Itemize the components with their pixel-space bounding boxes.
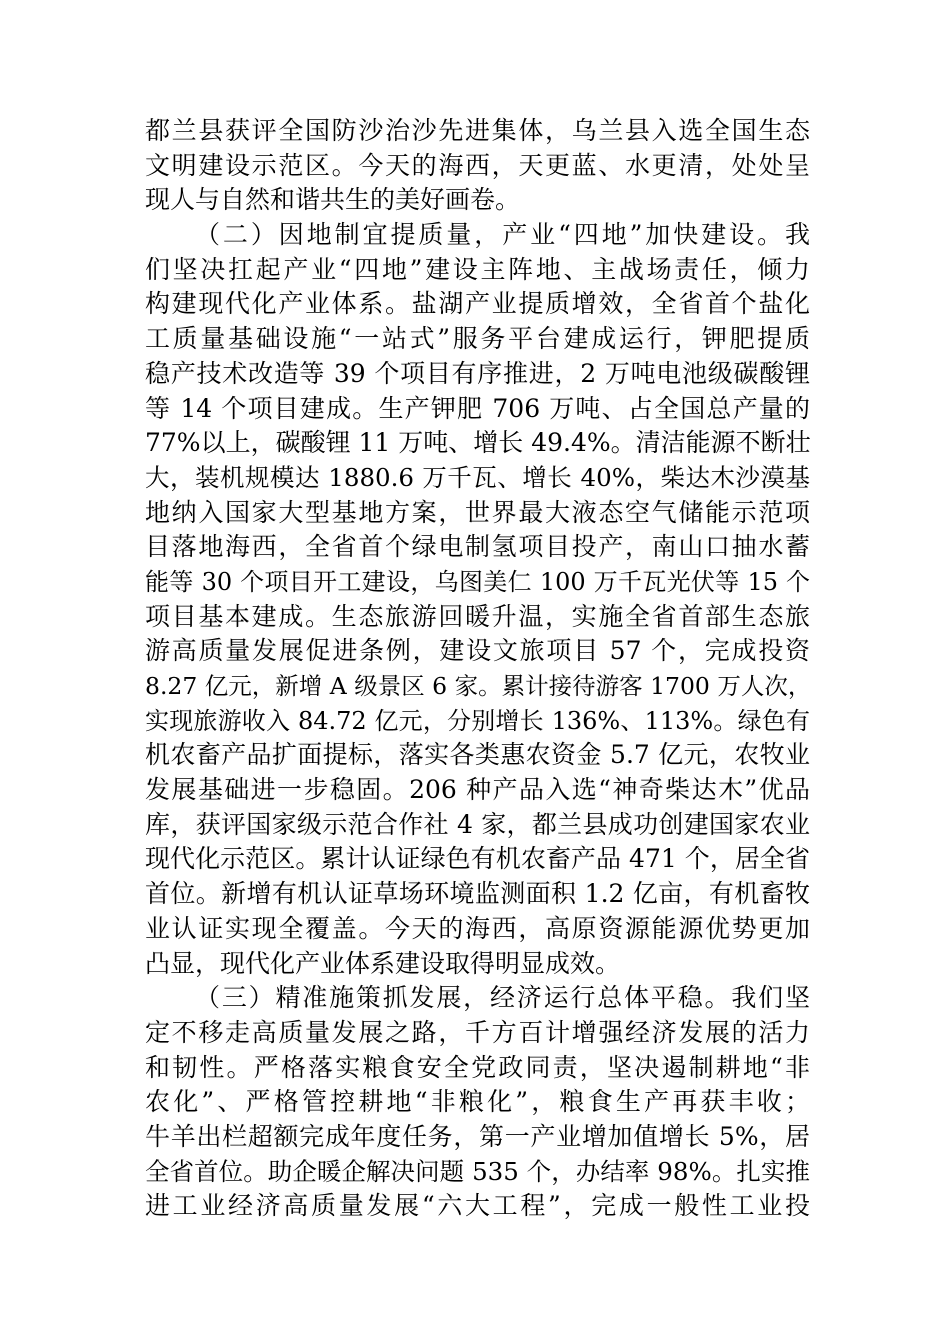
text-line: 实现旅游收入 84.72 亿元，分别增长 136%、113%。绿色有 xyxy=(145,706,810,735)
text-line: 们坚决扛起产业“四地”建设主阵地、主战场责任，倾力 xyxy=(145,254,810,284)
text-line: 现代化示范区。累计认证绿色有机农畜产品 471 个，居全省 xyxy=(145,844,810,874)
document-body xyxy=(145,114,810,1224)
text-line: 目落地海西，全省首个绿电制氢项目投产，南山口抽水蓄 xyxy=(145,532,810,562)
text-line: 牛羊出栏超额完成年度任务，第一产业增加值增长 5%，居 xyxy=(145,1121,810,1151)
text-line: 工质量基础设施“一站式”服务平台建成运行，钾肥提质 xyxy=(145,324,810,354)
text-line: 项目基本建成。生态旅游回暖升温，实施全省首部生态旅 xyxy=(145,601,810,631)
text-line: （三）精准施策抓发展，经济运行总体平稳。我们坚 xyxy=(195,983,810,1013)
text-line: 机农畜产品扩面提标，落实各类惠农资金 5.7 亿元，农牧业 xyxy=(145,740,810,770)
text-line: 和韧性。严格落实粮食安全党政同责，坚决遏制耕地“非 xyxy=(145,1052,810,1082)
text-line: 地纳入国家大型基地方案，世界最大液态空气储能示范项 xyxy=(145,497,810,527)
text-line: 大，装机规模达 1880.6 万千瓦、增长 40%，柴达木沙漠基 xyxy=(145,462,810,492)
text-line: 77%以上，碳酸锂 11 万吨、增长 49.4%。清洁能源不断壮 xyxy=(145,428,811,458)
text-line: 库，获评国家级示范合作社 4 家，都兰县成功创建国家农业 xyxy=(145,809,810,839)
text-line: 8.27 亿元，新增 A 级景区 6 家。累计接待游客 1700 万人次， xyxy=(145,672,812,700)
text-line: 游高质量发展促进条例，建设文旅项目 57 个，完成投资 xyxy=(145,636,810,666)
text-line: 农化”、严格管控耕地“非粮化”，粮食生产再获丰收； xyxy=(145,1087,810,1117)
text-line: 发展基础进一步稳固。206 种产品入选“神奇柴达木”优品 xyxy=(145,775,810,805)
text-line: 等 14 个项目建成。生产钾肥 706 万吨、占全国总产量的 xyxy=(145,393,810,423)
text-line: 能等 30 个项目开工建设，乌图美仁 100 万千瓦光伏等 15 个 xyxy=(145,567,810,596)
text-line: 都兰县获评全国防沙治沙先进集体，乌兰县入选全国生态 xyxy=(145,116,810,145)
text-line: 首位。新增有机认证草场环境监测面积 1.2 亿亩，有机畜牧 xyxy=(145,879,810,909)
text-line: 稳产技术改造等 39 个项目有序推进，2 万吨电池级碳酸锂 xyxy=(145,358,810,388)
text-line: 凸显，现代化产业体系建设取得明显成效。 xyxy=(145,948,621,978)
text-line: 进工业经济高质量发展“六大工程”，完成一般性工业投 xyxy=(145,1191,810,1221)
text-line: 文明建设示范区。今天的海西，天更蓝、水更清，处处呈 xyxy=(145,150,810,180)
text-line: 现人与自然和谐共生的美好画卷。 xyxy=(145,185,521,215)
text-line: （二）因地制宜提质量，产业“四地”加快建设。我 xyxy=(195,220,810,250)
text-line: 定不移走高质量发展之路，千方百计增强经济发展的活力 xyxy=(145,1017,810,1047)
text-line: 构建现代化产业体系。盐湖产业提质增效，全省首个盐化 xyxy=(145,289,810,319)
text-line: 全省首位。助企暖企解决问题 535 个，办结率 98%。扎实推 xyxy=(145,1156,810,1186)
text-line: 业认证实现全覆盖。今天的海西，高原资源能源优势更加 xyxy=(145,913,810,943)
